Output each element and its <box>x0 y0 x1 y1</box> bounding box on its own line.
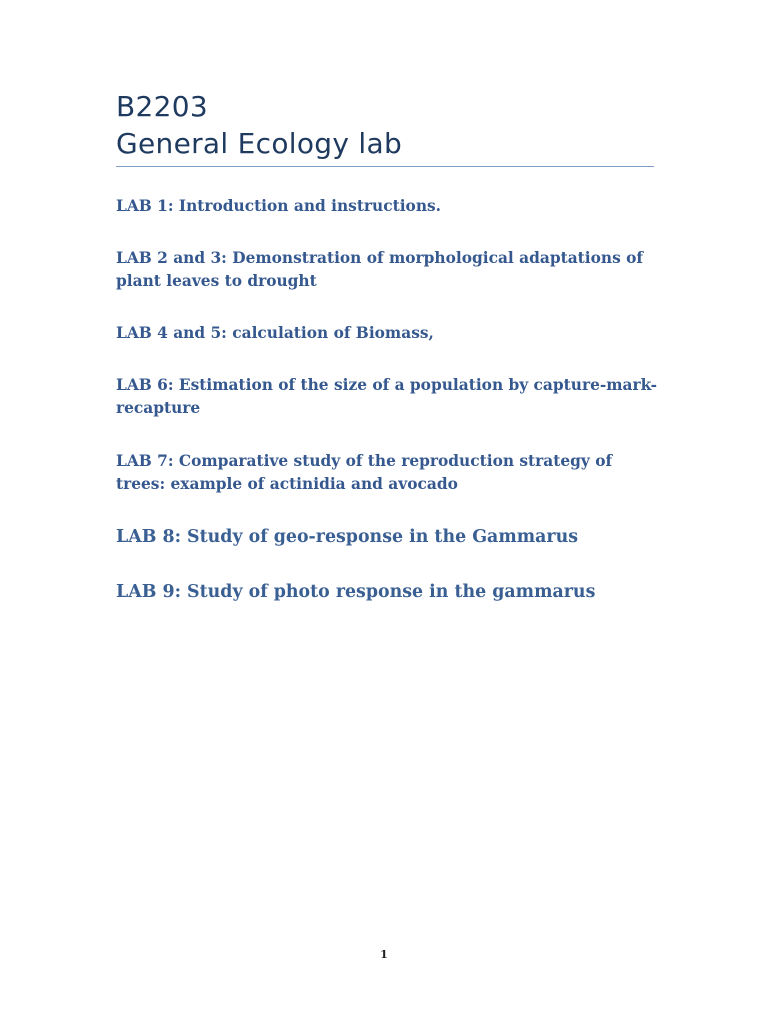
lab-list-item-7: LAB 7: Comparative study of the reproduction strategy of trees: example of actinidia and avocado <box>116 452 613 493</box>
lab-list-item-8: LAB 8: Study of geo-response in the Gammarus <box>116 527 578 547</box>
lab-list-item-4-5: LAB 4 and 5: calculation of Biomass, <box>116 324 434 342</box>
title-underline-rule <box>116 166 654 167</box>
page-number: 1 <box>380 948 388 961</box>
lab-list-item-6: LAB 6: Estimation of the size of a population by capture-mark-recapture <box>116 376 658 417</box>
document-code-title: B2203 <box>116 90 208 123</box>
document-title-block <box>116 88 654 162</box>
lab-list-item-2-3: LAB 2 and 3: Demonstration of morphological adaptations of plant leaves to drought <box>116 249 643 290</box>
lab-list-item-9: LAB 9: Study of photo response in the gammarus <box>116 582 596 602</box>
lab-list-item-1: LAB 1: Introduction and instructions. <box>116 197 442 215</box>
document-main-title: General Ecology lab <box>116 127 403 160</box>
